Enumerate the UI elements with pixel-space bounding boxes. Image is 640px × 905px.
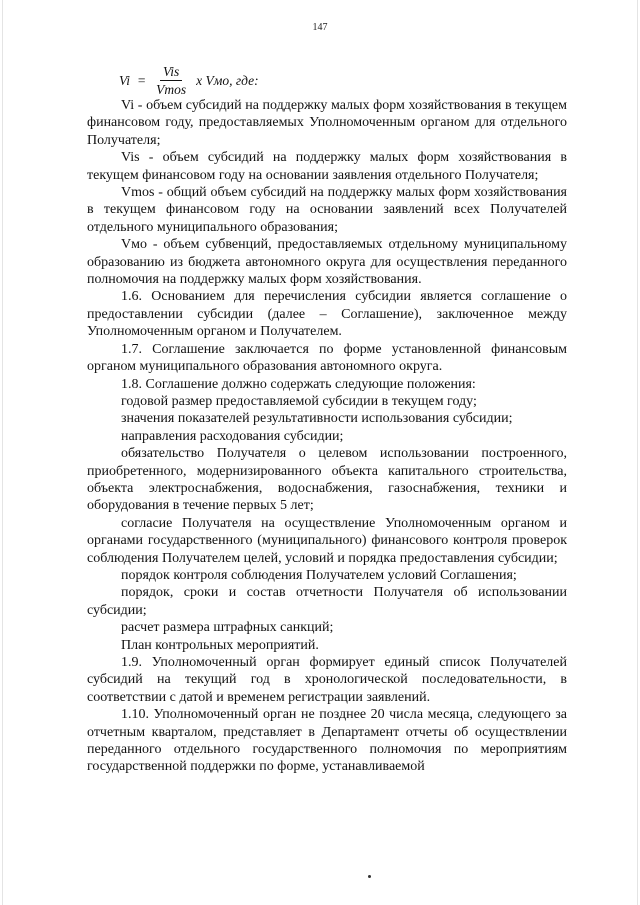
formula bbox=[119, 64, 259, 97]
paragraph: согласие Получателя на осуществление Уполномоченным органом и органами государственного (муниципального) финансового контроля проверок соблюдения Получателем целей, условий и порядка предоставления субсидии; bbox=[87, 515, 567, 566]
paragraph: годовой размер предоставляемой субсидии в текущем году; bbox=[121, 393, 477, 409]
document-body bbox=[87, 97, 567, 776]
paragraph: порядок контроля соблюдения Получателем условий Соглашения; bbox=[121, 567, 517, 583]
paragraph: Vi - объем субсидий на поддержку малых форм хозяйствования в текущем финансовом году, предоставляемых Уполномоченным органом для отдельного Получателя; bbox=[87, 98, 567, 148]
scan-edge-left bbox=[2, 0, 3, 905]
formula-lhs: Vi bbox=[119, 72, 130, 88]
formula-fraction bbox=[153, 64, 189, 97]
paragraph: Vмо - объем субвенций, предоставляемых отдельному муниципальному образованию из бюджета автономного округа для осуществления переданного полномочия на поддержку малых форм хозяйствования. bbox=[87, 237, 567, 288]
paragraph: 1.7. Соглашение заключается по форме установленной финансовым органом муниципального образования автономного округа. bbox=[87, 341, 567, 375]
scan-edge-right bbox=[637, 0, 638, 905]
formula-equals: = bbox=[137, 72, 147, 88]
paragraph: 1.8. Соглашение должно содержать следующие положения: bbox=[121, 376, 476, 392]
formula-denominator: Vmos bbox=[156, 82, 187, 97]
paragraph: 1.9. Уполномоченный орган формирует единый список Получателей субсидий на текущий год в хронологической последовательности, в соответствии с датой и временем регистрации заявлений. bbox=[87, 655, 567, 705]
scan-speck bbox=[368, 875, 371, 878]
paragraph: расчет размера штрафных санкций; bbox=[121, 620, 334, 636]
paragraph: 1.6. Основанием для перечисления субсидии является соглашение о предоставлении субсидии (далее – Соглашение), заключенное между Уполномоченным органом и Получателем. bbox=[87, 289, 567, 340]
paragraph: План контрольных мероприятий. bbox=[121, 637, 319, 653]
paragraph: 1.10. Уполномоченный орган не позднее 20 числа месяца, следующего за отчетным кварталом, представляет в Департамент отчеты об осуществлении переданного отдельного государственного полномочия по мероприятиям государственной поддержки по форме, устанавливаемой bbox=[87, 707, 567, 775]
page-number: 147 bbox=[312, 22, 328, 33]
paragraph: значения показателей результативности использования субсидии; bbox=[121, 411, 513, 427]
formula-numerator: Vis bbox=[160, 64, 182, 81]
paragraph: Vis - объем субсидий на поддержку малых форм хозяйствования в текущем финансовом году на основании заявления отдельного Получателя; bbox=[87, 150, 567, 183]
formula-rhs: x Vмо, где: bbox=[196, 72, 259, 88]
paragraph: направления расходования субсидии; bbox=[121, 428, 344, 444]
paragraph: порядок, сроки и состав отчетности Получателя об использовании субсидии; bbox=[87, 585, 567, 618]
paragraph: Vmos - общий объем субсидий на поддержку малых форм хозяйствования в текущем финансовом году на основании заявлений всех Получателей отдельного муниципального образования; bbox=[87, 185, 567, 235]
paragraph: обязательство Получателя о целевом использовании построенного, приобретенного, модернизированного объекта капитального строительства, объекта электроснабжения, водоснабжения, газоснабжения, техники и оборудования в течение первых 5 лет; bbox=[87, 446, 567, 514]
